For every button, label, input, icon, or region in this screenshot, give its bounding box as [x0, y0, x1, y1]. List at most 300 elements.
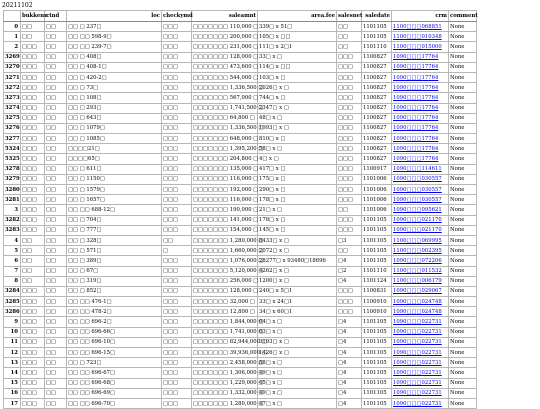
- cell-crm[interactable]: 1100□□□068851: [392, 22, 449, 32]
- cell-ctnd: □□: [45, 52, 67, 62]
- cell-checkymd: □□: [162, 235, 192, 245]
- cell-comment: None: [449, 83, 477, 93]
- table-row: [4, 134, 477, 144]
- cell-index: 3278: [4, 164, 21, 174]
- cell-ctnd: □□: [45, 246, 67, 256]
- table-row: [4, 246, 477, 256]
- cell-salesnet: □□□: [337, 103, 362, 113]
- cell-checkymd: □□□: [162, 52, 192, 62]
- cell-index: 3273: [4, 93, 21, 103]
- cell-ctnd: □□: [45, 388, 67, 398]
- cell-area-fee: 417□ x □: [258, 164, 337, 174]
- table-row: [4, 103, 477, 113]
- cell-comment: None: [449, 286, 477, 296]
- cell-ctnd: □□: [45, 195, 67, 205]
- cell-comment: None: [449, 368, 477, 378]
- cell-checkymd: □□□: [162, 144, 192, 154]
- cell-comment: None: [449, 164, 477, 174]
- cell-saledate: 1101105: [362, 378, 392, 388]
- cell-index: 9: [4, 317, 21, 327]
- cell-bukken: □□□: [21, 83, 45, 93]
- cell-bukken: □□: [21, 22, 45, 32]
- cell-loc: □□ □ 108□: [67, 93, 162, 103]
- cell-area-fee: 1426□ x □: [258, 348, 337, 358]
- cell-loc: □□ □ 319□: [67, 276, 162, 286]
- cell-bukken: □□□: [21, 195, 45, 205]
- cell-ctnd: □□: [45, 235, 67, 245]
- cell-comment: None: [449, 174, 477, 184]
- cell-crm[interactable]: 1090□□□022731: [392, 317, 449, 327]
- cell-crm[interactable]: 1090□□□022731: [392, 358, 449, 368]
- cell-crm[interactable]: 1090□□□072206: [392, 256, 449, 266]
- cell-loc: □□ □ 328□: [67, 235, 162, 245]
- cell-salesnet: □□□: [337, 174, 362, 184]
- cell-comment: None: [449, 246, 477, 256]
- cell-index: 10: [4, 327, 21, 337]
- cell-saledate: 1100827: [362, 83, 392, 93]
- cell-loc: □□ □□ 598-9□: [67, 32, 162, 42]
- cell-salesnet: □4: [337, 317, 362, 327]
- cell-loc: □□ □ 408-1□: [67, 62, 162, 72]
- cell-index: 12: [4, 348, 21, 358]
- column-header-crm: crm: [392, 11, 449, 22]
- cell-area-fee: 145□ x □: [258, 225, 337, 235]
- cell-loc: □□ □ 389□: [67, 256, 162, 266]
- cell-loc: □□ □□ 478-2□: [67, 307, 162, 317]
- cell-bukken: □□□: [21, 286, 45, 296]
- cell-saleamnt: □□□□□□□ 1,280,000 □: [192, 235, 258, 245]
- cell-index: 3275: [4, 113, 21, 123]
- column-header-salesnet: salesnet: [337, 11, 362, 22]
- table-row: [4, 235, 477, 245]
- cell-bukken: □□□: [21, 154, 45, 164]
- cell-saleamnt: □□□□□□□ 1,229,000 □: [192, 378, 258, 388]
- cell-crm[interactable]: 1090□□□022731: [392, 368, 449, 378]
- cell-loc: □□ □□ 696-15□: [67, 348, 162, 358]
- cell-index: 16: [4, 388, 21, 398]
- cell-area-fee: 21□ x □: [258, 205, 337, 215]
- cell-saledate: 1100827: [362, 144, 392, 154]
- cell-loc: □□ □ 1150□: [67, 174, 162, 184]
- cell-loc: □□ □ 237□: [67, 22, 162, 32]
- cell-ctnd: □□: [45, 62, 67, 72]
- cell-checkymd: □□□: [162, 307, 192, 317]
- cell-saledate: 1100827: [362, 123, 392, 133]
- cell-comment: None: [449, 134, 477, 144]
- cell-comment: None: [449, 22, 477, 32]
- cell-ctnd: □□: [45, 225, 67, 235]
- table-row: [4, 195, 477, 205]
- cell-saledate: 1101110: [362, 42, 392, 52]
- cell-loc: □□ □ 408□: [67, 52, 162, 62]
- cell-bukken: □□□: [21, 123, 45, 133]
- table-row: [4, 32, 477, 42]
- cell-crm[interactable]: 1090□□□029067: [392, 286, 449, 296]
- cell-salesnet: □3: [337, 235, 362, 245]
- table-row: [4, 327, 477, 337]
- cell-crm[interactable]: 1100□□□006179: [392, 276, 449, 286]
- cell-index: 17: [4, 398, 21, 408]
- cell-bukken: □□□: [21, 103, 45, 113]
- table-row: [4, 62, 477, 72]
- cell-ctnd: □□: [45, 164, 67, 174]
- cell-crm[interactable]: 1090□□□022731: [392, 388, 449, 398]
- cell-saleamnt: □□□□□□□ 1,395,200 □: [192, 144, 258, 154]
- cell-crm[interactable]: 1090□□□022731: [392, 327, 449, 337]
- cell-bukken: □□□: [21, 398, 45, 408]
- cell-ctnd: □□: [45, 286, 67, 296]
- cell-area-fee: 2026□ x □: [258, 83, 337, 93]
- cell-salesnet: □□□: [337, 144, 362, 154]
- cell-ctnd: □□: [45, 317, 67, 327]
- cell-comment: None: [449, 388, 477, 398]
- column-header-checkymd: checkymd: [162, 11, 192, 22]
- cell-comment: None: [449, 62, 477, 72]
- cell-ctnd: □□: [45, 398, 67, 408]
- cell-checkymd: □□□: [162, 32, 192, 42]
- cell-index: 4: [4, 235, 21, 245]
- cell-index: 6: [4, 256, 21, 266]
- cell-comment: None: [449, 205, 477, 215]
- cell-ctnd: □□: [45, 32, 67, 42]
- cell-crm[interactable]: 1090□□□022731: [392, 378, 449, 388]
- cell-area-fee: 290□ x □: [258, 185, 337, 195]
- column-header-ctnd: ctnd: [45, 11, 67, 22]
- cell-checkymd: □□□: [162, 388, 192, 398]
- cell-saleamnt: □□□□□□□ 567,000 □: [192, 93, 258, 103]
- cell-crm[interactable]: 1090□□□114611: [392, 164, 449, 174]
- cell-bukken: □□□: [21, 337, 45, 347]
- cell-index: 3286: [4, 307, 21, 317]
- cell-comment: None: [449, 144, 477, 154]
- column-header-loc: loc: [67, 11, 162, 22]
- table-row: [4, 205, 477, 215]
- cell-salesnet: □4: [337, 256, 362, 266]
- cell-crm[interactable]: 1090□□□17764: [392, 113, 449, 123]
- cell-crm[interactable]: 1090□□□095621: [392, 205, 449, 215]
- cell-crm[interactable]: 1090□□□17764: [392, 103, 449, 113]
- cell-crm[interactable]: 1090□□□022731: [392, 398, 449, 408]
- cell-crm[interactable]: 1090□□□17764: [392, 123, 449, 133]
- cell-index: 7: [4, 266, 21, 276]
- cell-salesnet: □4: [337, 337, 362, 347]
- cell-saleamnt: □□□□□□□ 1,280,000 □: [192, 398, 258, 408]
- column-header-comment: comment: [449, 11, 477, 22]
- cell-comment: None: [449, 123, 477, 133]
- cell-comment: None: [449, 185, 477, 195]
- cell-area-fee: 240□ x 5□1: [258, 286, 337, 296]
- cell-loc: □□ □□ 696-10□: [67, 337, 162, 347]
- cell-bukken: □□□: [21, 174, 45, 184]
- cell-ctnd: □□: [45, 103, 67, 113]
- cell-checkymd: □□□: [162, 276, 192, 286]
- cell-index: 3272: [4, 83, 21, 93]
- cell-salesnet: □□□: [337, 215, 362, 225]
- cell-checkymd: □□□: [162, 225, 192, 235]
- cell-ctnd: □□: [45, 144, 67, 154]
- cell-salesnet: □4: [337, 348, 362, 358]
- cell-bukken: □□□: [21, 358, 45, 368]
- cell-checkymd: □□□: [162, 368, 192, 378]
- table-row: [4, 154, 477, 164]
- cell-saleamnt: □□□□□□□ 1,332,000 □: [192, 388, 258, 398]
- cell-crm[interactable]: 1100□□□015000: [392, 42, 449, 52]
- cell-loc: □□ □ 73□: [67, 83, 162, 93]
- cell-loc: □□ □ 852□: [67, 286, 162, 296]
- cell-checkymd: □□□: [162, 317, 192, 327]
- cell-ctnd: □□: [45, 307, 67, 317]
- cell-crm[interactable]: 1090□□□030557: [392, 195, 449, 205]
- cell-loc: □□□□65□: [67, 154, 162, 164]
- cell-loc: □□ □□ 696-66□: [67, 327, 162, 337]
- table-row: [4, 113, 477, 123]
- cell-ctnd: □□: [45, 154, 67, 164]
- cell-crm[interactable]: 1100□□□002395: [392, 246, 449, 256]
- cell-salesnet: □4: [337, 398, 362, 408]
- cell-checkymd: □□□: [162, 266, 192, 276]
- table-row: [4, 215, 477, 225]
- cell-crm[interactable]: 1090□□□024748: [392, 307, 449, 317]
- column-header-bukken: bukkenn: [21, 11, 45, 22]
- cell-salesnet: □□□: [337, 307, 362, 317]
- cell-bukken: □□□: [21, 225, 45, 235]
- cell-salesnet: □□□: [337, 83, 362, 93]
- cell-checkymd: □□□: [162, 205, 192, 215]
- cell-loc: □□ □ 1579□: [67, 185, 162, 195]
- cell-loc: □□ □ 611□: [67, 164, 162, 174]
- cell-saledate: 1100827: [362, 113, 392, 123]
- cell-checkymd: □□□: [162, 195, 192, 205]
- cell-salesnet: □□□: [337, 286, 362, 296]
- cell-saledate: 1101105: [362, 215, 392, 225]
- cell-saleamnt: □□□□□□□ 1,741,000 □: [192, 327, 258, 337]
- cell-saledate: 1101105: [362, 398, 392, 408]
- cell-bukken: □□□: [21, 368, 45, 378]
- cell-saledate: 1101110: [362, 266, 392, 276]
- cell-saleamnt: □□□□□□□ 2,458,000 □: [192, 358, 258, 368]
- cell-saledate: 1100910: [362, 297, 392, 307]
- cell-comment: None: [449, 317, 477, 327]
- cell-area-fee: 33□ x □: [258, 52, 337, 62]
- cell-index: 3283: [4, 225, 21, 235]
- cell-salesnet: □□□: [337, 62, 362, 72]
- cell-area-fee: 4262□ x □: [258, 266, 337, 276]
- cell-crm[interactable]: 1090□□□17764: [392, 52, 449, 62]
- cell-bukken: □□: [21, 256, 45, 266]
- cell-checkymd: □□□: [162, 42, 192, 52]
- cell-crm[interactable]: 1100□□□010348: [392, 32, 449, 42]
- cell-bukken: □□□: [21, 378, 45, 388]
- cell-saledate: 1100827: [362, 93, 392, 103]
- cell-loc: □□□□21□: [67, 144, 162, 154]
- cell-loc: □□ □□ 239-7□: [67, 42, 162, 52]
- cell-comment: None: [449, 276, 477, 286]
- cell-crm[interactable]: 1090□□□030557: [392, 185, 449, 195]
- cell-loc: □□ □□ 696-68□: [67, 378, 162, 388]
- cell-crm[interactable]: 1090□□□17764: [392, 93, 449, 103]
- cell-crm[interactable]: 1090□□□022731: [392, 348, 449, 358]
- cell-crm[interactable]: 1090□□□022731: [392, 337, 449, 347]
- cell-saledate: 1100910: [362, 307, 392, 317]
- table-row: [4, 348, 477, 358]
- cell-salesnet: □□□: [337, 195, 362, 205]
- cell-index: 15: [4, 378, 21, 388]
- cell-index: 3277: [4, 134, 21, 144]
- cell-saleamnt: □□□□□□□ 192,000 □: [192, 185, 258, 195]
- table-body: [4, 22, 477, 409]
- cell-area-fee: 3193□ x □: [258, 337, 337, 347]
- table-row: [4, 72, 477, 82]
- cell-index: 13: [4, 358, 21, 368]
- cell-saledate: 1101105: [362, 337, 392, 347]
- cell-checkymd: □□□: [162, 113, 192, 123]
- cell-saleamnt: □□□□□□□ 5,120,000 □: [192, 266, 258, 276]
- cell-saleamnt: □□□□□□□ 544,000 □: [192, 72, 258, 82]
- cell-ctnd: □□: [45, 358, 67, 368]
- cell-area-fee: 34□ x 60□1: [258, 307, 337, 317]
- cell-checkymd: □□□: [162, 134, 192, 144]
- cell-ctnd: □□: [45, 93, 67, 103]
- cell-bukken: □□□: [21, 144, 45, 154]
- cell-ctnd: □□: [45, 337, 67, 347]
- cell-bukken: □□□: [21, 134, 45, 144]
- cell-saledate: 1100917: [362, 164, 392, 174]
- cell-saledate: 1100827: [362, 134, 392, 144]
- cell-loc: □□ □ 643□: [67, 113, 162, 123]
- cell-crm[interactable]: 1090□□□17764: [392, 83, 449, 93]
- cell-crm[interactable]: 1090□□□17764: [392, 134, 449, 144]
- table-row: [4, 52, 477, 62]
- cell-saleamnt: □□□□□□□ 648,000 □: [192, 134, 258, 144]
- cell-bukken: □□: [21, 235, 45, 245]
- cell-index: 1: [4, 32, 21, 42]
- cell-crm[interactable]: 1090□□□021170: [392, 225, 449, 235]
- table-row: [4, 378, 477, 388]
- cell-bukken: □□□: [21, 348, 45, 358]
- cell-index: 11: [4, 337, 21, 347]
- cell-comment: None: [449, 72, 477, 82]
- cell-ctnd: □□: [45, 72, 67, 82]
- cell-area-fee: 49□ x □: [258, 388, 337, 398]
- table-row: [4, 185, 477, 195]
- cell-comment: None: [449, 256, 477, 266]
- cell-saleamnt: □□□□□□□ 1,844,000 □: [192, 317, 258, 327]
- cell-crm[interactable]: 1090□□□024748: [392, 297, 449, 307]
- cell-loc: □□ □□ 696-2□: [67, 317, 162, 327]
- table-row: [4, 42, 477, 52]
- cell-salesnet: □□□: [337, 134, 362, 144]
- cell-index: 3271: [4, 72, 21, 82]
- cell-area-fee: 8433□ x □: [258, 235, 337, 245]
- cell-crm[interactable]: 1100□□□011532: [392, 266, 449, 276]
- cell-saleamnt: □□□□□□□ 1,336,500 □: [192, 123, 258, 133]
- cell-salesnet: □2: [337, 266, 362, 276]
- cell-ctnd: □□: [45, 174, 67, 184]
- table-row: [4, 297, 477, 307]
- cell-ctnd: □□: [45, 83, 67, 93]
- cell-checkymd: □□□: [162, 123, 192, 133]
- cell-crm[interactable]: 1090□□□021170: [392, 215, 449, 225]
- cell-comment: None: [449, 103, 477, 113]
- cell-saledate: 1101105: [362, 32, 392, 42]
- cell-comment: None: [449, 113, 477, 123]
- cell-saleamnt: □□□□□□□ 154,000 □: [192, 225, 258, 235]
- cell-saleamnt: □□□□□□□ 1,076,000 □: [192, 256, 258, 266]
- cell-crm[interactable]: 1090□□□030557: [392, 174, 449, 184]
- cell-loc: □□ □ 420-2□: [67, 72, 162, 82]
- cell-saledate: 1100827: [362, 62, 392, 72]
- cell-saleamnt: □□□□□□□ 116,000 □: [192, 174, 258, 184]
- cell-saleamnt: □□□□□□□ 1,306,000 □: [192, 368, 258, 378]
- cell-saledate: 1101105: [362, 317, 392, 327]
- cell-saledate: 1101006: [362, 174, 392, 184]
- cell-bukken: □□□: [21, 72, 45, 82]
- cell-loc: □□ □ 777□: [67, 225, 162, 235]
- cell-comment: None: [449, 378, 477, 388]
- cell-area-fee: 2347□ x □: [258, 103, 337, 113]
- cell-saleamnt: □□□□□□□ 64,800 □: [192, 113, 258, 123]
- cell-bukken: □□□: [21, 307, 45, 317]
- cell-saledate: 1101105: [362, 388, 392, 398]
- cell-salesnet: □4: [337, 368, 362, 378]
- cell-loc: □□ □ 1079□: [67, 123, 162, 133]
- cell-checkymd: □□□: [162, 337, 192, 347]
- column-header-index: [4, 11, 21, 22]
- cell-checkymd: □□□: [162, 256, 192, 266]
- cell-comment: None: [449, 348, 477, 358]
- table-row: [4, 286, 477, 296]
- cell-crm[interactable]: 1090□□□17764: [392, 62, 449, 72]
- cell-checkymd: □□□: [162, 62, 192, 72]
- cell-salesnet: □□□: [337, 72, 362, 82]
- cell-bukken: □□□: [21, 185, 45, 195]
- cell-ctnd: □□: [45, 348, 67, 358]
- cell-salesnet: □4: [337, 327, 362, 337]
- cell-salesnet: □4: [337, 358, 362, 368]
- cell-area-fee: 103□ x □: [258, 72, 337, 82]
- cell-crm[interactable]: 1100□□□069995: [392, 235, 449, 245]
- cell-salesnet: □□□: [337, 154, 362, 164]
- table-row: [4, 174, 477, 184]
- cell-area-fee: 105□ x □□: [258, 32, 337, 42]
- cell-salesnet: □4: [337, 378, 362, 388]
- cell-crm[interactable]: 1090□□□17764: [392, 154, 449, 164]
- cell-saledate: 1101105: [362, 256, 392, 266]
- table-row: [4, 93, 477, 103]
- cell-area-fee: 48□ x □: [258, 113, 337, 123]
- cell-area-fee: 64□ x □: [258, 317, 337, 327]
- cell-checkymd: □□□: [162, 83, 192, 93]
- column-header-saledate: saledate: [362, 11, 392, 22]
- table-row: [4, 266, 477, 276]
- cell-bukken: □□□: [21, 215, 45, 225]
- cell-bukken: □□□: [21, 297, 45, 307]
- cell-saleamnt: □□□□□□□ 204,800 □: [192, 154, 258, 164]
- table-row: [4, 144, 477, 154]
- cell-checkymd: □□□: [162, 378, 192, 388]
- cell-bukken: □□: [21, 32, 45, 42]
- cell-checkymd: □: [162, 246, 192, 256]
- cell-saleamnt: □□□□□□□ 141,000 □: [192, 215, 258, 225]
- cell-saleamnt: □□□□□□□ 128,000 □: [192, 286, 258, 296]
- cell-salesnet: □□□: [337, 93, 362, 103]
- cell-crm[interactable]: 1090□□□17764: [392, 72, 449, 82]
- cell-loc: □□ □ 1085□: [67, 134, 162, 144]
- cell-loc: □□ □ 571□: [67, 246, 162, 256]
- cell-area-fee: 178□ x □: [258, 215, 337, 225]
- cell-crm[interactable]: 1090□□□17764: [392, 144, 449, 154]
- cell-area-fee: 28277□ x 93480□18696: [258, 256, 337, 266]
